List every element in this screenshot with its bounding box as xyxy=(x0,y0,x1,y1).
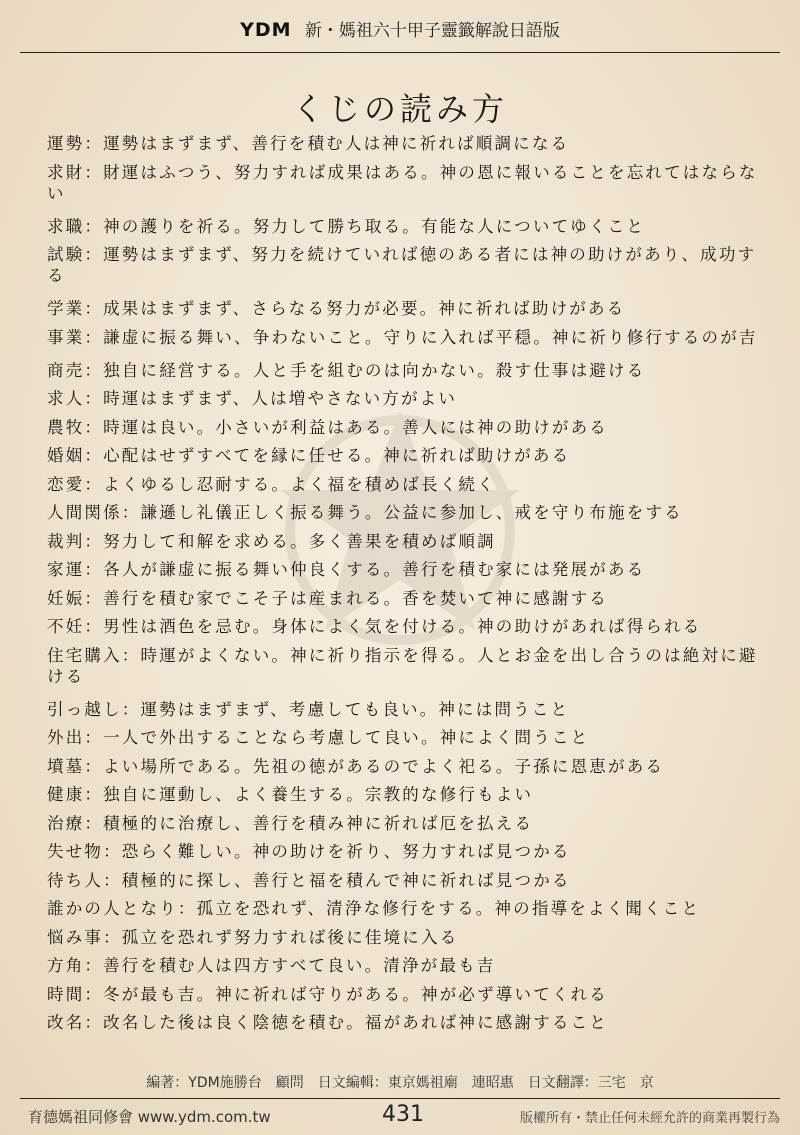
credits-line: 編著：YDM施勝台 顧問 日文編輯：東京媽祖廟 連昭惠 日文翻譯：三宅 京 xyxy=(146,1075,654,1091)
page-title: くじの読み方 xyxy=(291,90,508,128)
page-footer xyxy=(20,1102,780,1132)
ydm-logo: YDM xyxy=(240,19,292,41)
entry-exam: 試験：運勢はまずまず、努力を続けていれば徳のある者には神の助けがあり、成功する xyxy=(47,245,757,285)
entry-name-change: 改名：改名した後は良く陰徳を積む。福があれば神に感謝すること xyxy=(47,1013,608,1032)
entry-relationships: 人間関係：謙遜し礼儀正しく振る舞う。公益に参加し、戒を守り布施をする xyxy=(47,503,683,522)
header-title-row xyxy=(0,16,800,41)
header-divider xyxy=(20,52,780,53)
entry-character: 誰かの人となり：孤立を恐れず、清浄な修行をする。神の指導をよく聞くこと xyxy=(47,899,701,918)
entry-business: 事業：謙虚に振る舞い、争わないこと。守りに入れば平穏。神に祈り修行するのが吉 xyxy=(47,327,758,347)
entry-pregnancy: 妊娠：善行を積む家でこそ子は産まれる。香を焚いて神に感謝する xyxy=(47,588,608,608)
entry-commerce: 商売：独自に経営する。人と手を組むのは向かない。殺す仕事は避ける xyxy=(47,360,646,380)
book-title: 新・媽祖六十甲子靈籤解說日語版 xyxy=(304,21,560,41)
entry-home-purchase: 住宅購入：時運がよくない。神に祈り指示を得る。人とお金を出し合うのは絶対に避ける xyxy=(47,645,758,686)
page-header xyxy=(0,0,800,52)
entry-lost-item: 失せ物：恐らく難しい。神の助けを祈り、努力すれば見つかる xyxy=(47,842,571,861)
copyright-notice: 版權所有・禁止任何未經允許的商業再製行為 xyxy=(519,1111,780,1126)
entry-waiting-person: 待ち人：積極的に探し、善行と福を積んで神に祈れば見つかる xyxy=(47,870,571,890)
entry-treatment: 治療：積極的に治療し、善行を積み神に祈れば厄を払える xyxy=(47,813,534,833)
entry-study: 学業：成果はまずまず、さらなる努力が必要。神に祈れば助けがある xyxy=(47,299,626,318)
entry-timing: 時間：冬が最も吉。神に祈れば守りがある。神が必ず導いてくれる xyxy=(47,984,608,1004)
entry-worries: 悩み事：孤立を恐れず努力すれば後に佳境に入る xyxy=(47,927,459,947)
entry-infertility: 不妊：男性は酒色を忌む。身体によく気を付ける。神の助けがあれば得られる xyxy=(47,617,702,636)
entry-wealth: 求財：財運はふつう、努力すれば成果はある。神の恩に報いることを忘れてはならない xyxy=(47,162,758,203)
entry-hiring: 求人：時運はまずまず、人は増やさない方がよい xyxy=(47,389,458,408)
footer-divider xyxy=(20,1098,780,1099)
entry-farming: 農牧：時運は良い。小さいが利益はある。善人には神の助けがある xyxy=(47,417,608,437)
entry-grave: 墳墓：よい場所である。先祖の徳があるのでよく祀る。子孫に恩恵がある xyxy=(47,756,665,776)
reading-guide-list xyxy=(47,130,759,1038)
entry-fortune: 運勢：運勢はまずまず、善行を積む人は神に祈れば順調になる xyxy=(47,134,570,153)
page-number: 431 xyxy=(382,1102,424,1127)
entry-love: 恋愛：よくゆるし忍耐する。よく福を積めば長く続く xyxy=(47,474,496,494)
organization-label: 育德媽祖同修會 www.ydm.com.tw xyxy=(28,1108,271,1126)
entry-health: 健康：独自に運動し、よく養生する。宗教的な修行もよい xyxy=(47,785,534,804)
entry-going-out: 外出：一人で外出することなら考慮して良い。神によく問うこと xyxy=(47,728,590,747)
entry-lawsuit: 裁判：努力して和解を求める。多く善果を積めば順調 xyxy=(47,531,496,551)
entry-marriage: 婚姻：心配はせずすべてを縁に任せる。神に祈れば助けがある xyxy=(47,446,571,465)
entry-job: 求職：神の護りを祈る。努力して勝ち取る。有能な人についてゆくこと xyxy=(47,216,646,236)
entry-direction: 方角：善行を積む人は四方すべて良い。清浄が最も吉 xyxy=(47,956,496,975)
entry-family: 家運：各人が謙虚に振る舞い仲良くする。善行を積む家には発展がある xyxy=(47,560,646,579)
entry-moving: 引っ越し：運勢はまずまず、考慮しても良い。神には問うこと xyxy=(47,699,570,719)
